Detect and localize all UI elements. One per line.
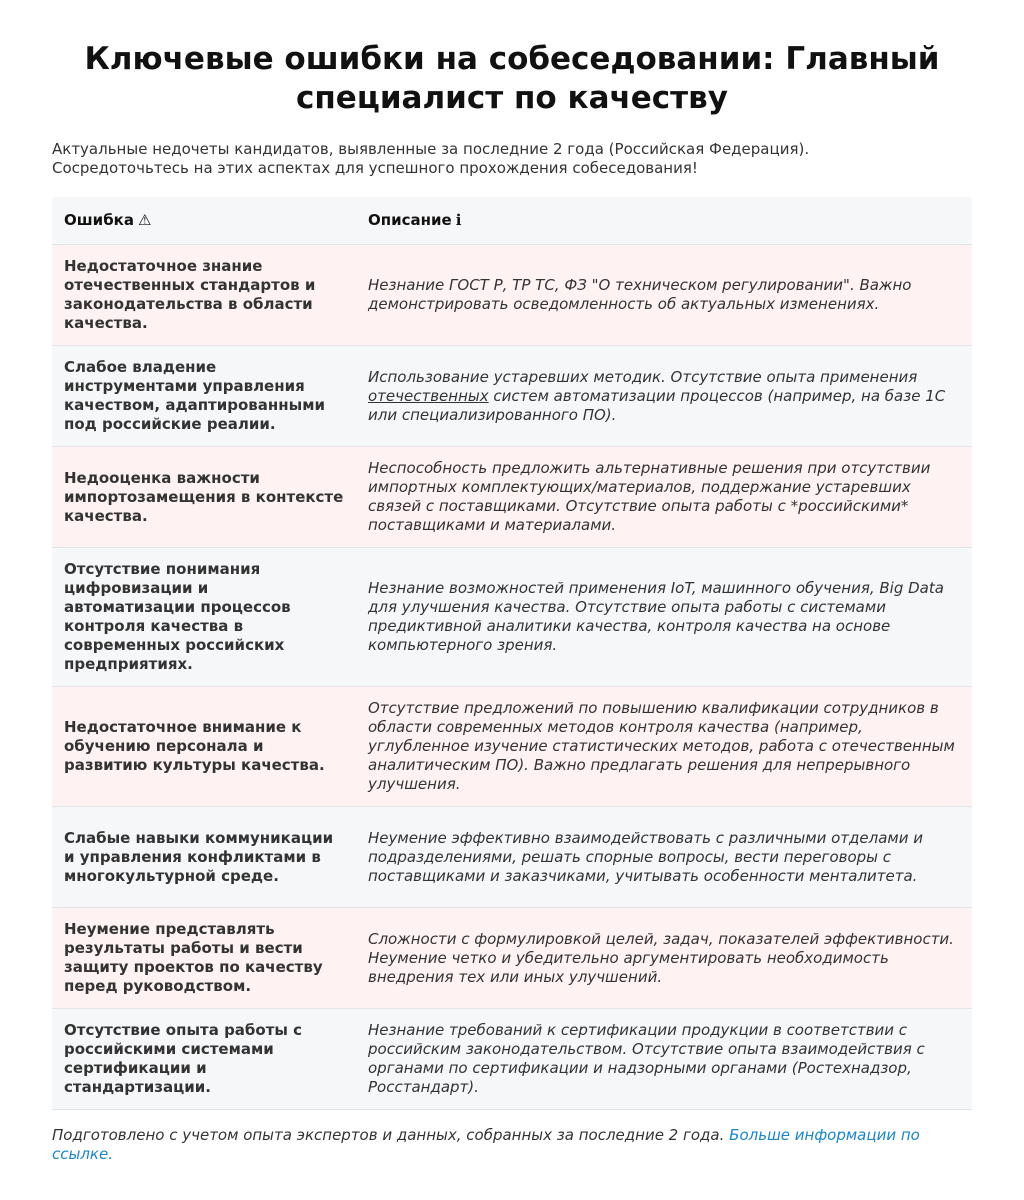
footer-note <box>52 1126 972 1164</box>
description-cell: Сложности с формулировкой целей, задач, показателей эффективности. Неумение четко и убедительно аргументировать необходимость внедрения тех или иных улучшений. <box>356 908 972 1009</box>
error-cell: Недостаточное внимание к обучению персонала и развитию культуры качества. <box>52 687 356 807</box>
warning-icon: ⚠ <box>137 211 152 229</box>
error-cell: Недостаточное знание отечественных стандартов и законодательства в области качества. <box>52 245 356 346</box>
description-cell: Незнание возможностей применения IoT, машинного обучения, Big Data для улучшения качества. Отсутствие опыта работы с системами предиктивной аналитики качества, контроля качества на основе компьютерного зрения. <box>356 548 972 687</box>
table-row <box>52 807 972 908</box>
mistakes-table <box>52 197 972 1110</box>
column-header-description <box>356 197 972 245</box>
table-header-row <box>52 197 972 245</box>
error-cell: Отсутствие опыта работы с российскими системами сертификации и стандартизации. <box>52 1009 356 1110</box>
description-text: Использование устаревших методик. Отсутствие опыта применения <box>368 367 918 386</box>
table-row <box>52 687 972 807</box>
error-cell: Отсутствие понимания цифровизации и автоматизации процессов контроля качества в современных российских предприятиях. <box>52 548 356 687</box>
footer-text: Подготовлено с учетом опыта экспертов и данных, собранных за последние 2 года. <box>52 1126 725 1144</box>
description-text: систем автоматизации процессов (например, на базе 1С или специализированного ПО). <box>368 386 946 424</box>
description-cell: Отсутствие предложений по повышению квалификации сотрудников в области современных методов контроля качества (например, углубленное изучение статистических методов, работа с отечественным аналитическим ПО). Важно предлагать решения для непрерывного улучшения. <box>356 687 972 807</box>
column-header-label: Ошибка <box>64 211 134 229</box>
error-cell: Неумение представлять результаты работы и вести защиту проектов по качеству перед руководством. <box>52 908 356 1009</box>
table-row <box>52 447 972 548</box>
description-cell: Незнание ГОСТ Р, ТР ТС, ФЗ "О техническом регулировании". Важно демонстрировать осведомленность об актуальных изменениях. <box>356 245 972 346</box>
intro-line-1: Актуальные недочеты кандидатов, выявленные за последние 2 года (Российская Федерация). <box>52 140 810 158</box>
error-cell: Недооценка важности импортозамещения в контексте качества. <box>52 447 356 548</box>
description-underlined-text: отечественных <box>368 386 489 405</box>
info-icon: ℹ <box>455 211 462 229</box>
table-row <box>52 908 972 1009</box>
description-cell <box>356 346 972 447</box>
more-info-link[interactable]: Больше информации по ссылке. <box>52 1126 920 1163</box>
page-title: Ключевые ошибки на собеседовании: Главный специалист по качеству <box>84 41 940 116</box>
table-row <box>52 245 972 346</box>
error-cell: Слабое владение инструментами управления качеством, адаптированными под российские реалии. <box>52 346 356 447</box>
column-header-label: Описание <box>368 211 452 229</box>
description-cell: Незнание требований к сертификации продукции в соответствии с российским законодательством. Отсутствие опыта взаимодействия с органами по сертификации и надзорными органами (Ростехнадзор, Росстандарт). <box>356 1009 972 1110</box>
table-row <box>52 346 972 447</box>
error-cell: Слабые навыки коммуникации и управления конфликтами в многокультурной среде. <box>52 807 356 908</box>
column-header-error <box>52 197 356 245</box>
table-row <box>52 548 972 687</box>
intro-line-2: Сосредоточьтесь на этих аспектах для успешного прохождения собеседования! <box>52 159 698 177</box>
page <box>52 0 972 1164</box>
description-cell: Неспособность предложить альтернативные решения при отсутствии импортных комплектующих/материалов, поддержание устаревших связей с поставщиками. Отсутствие опыта работы с *российскими* поставщиками и материалами. <box>356 447 972 548</box>
description-cell: Неумение эффективно взаимодействовать с различными отделами и подразделениями, решать спорные вопросы, вести переговоры с поставщиками и заказчиками, учитывать особенности менталитета. <box>356 807 972 908</box>
table-row <box>52 1009 972 1110</box>
intro-text <box>52 140 972 178</box>
